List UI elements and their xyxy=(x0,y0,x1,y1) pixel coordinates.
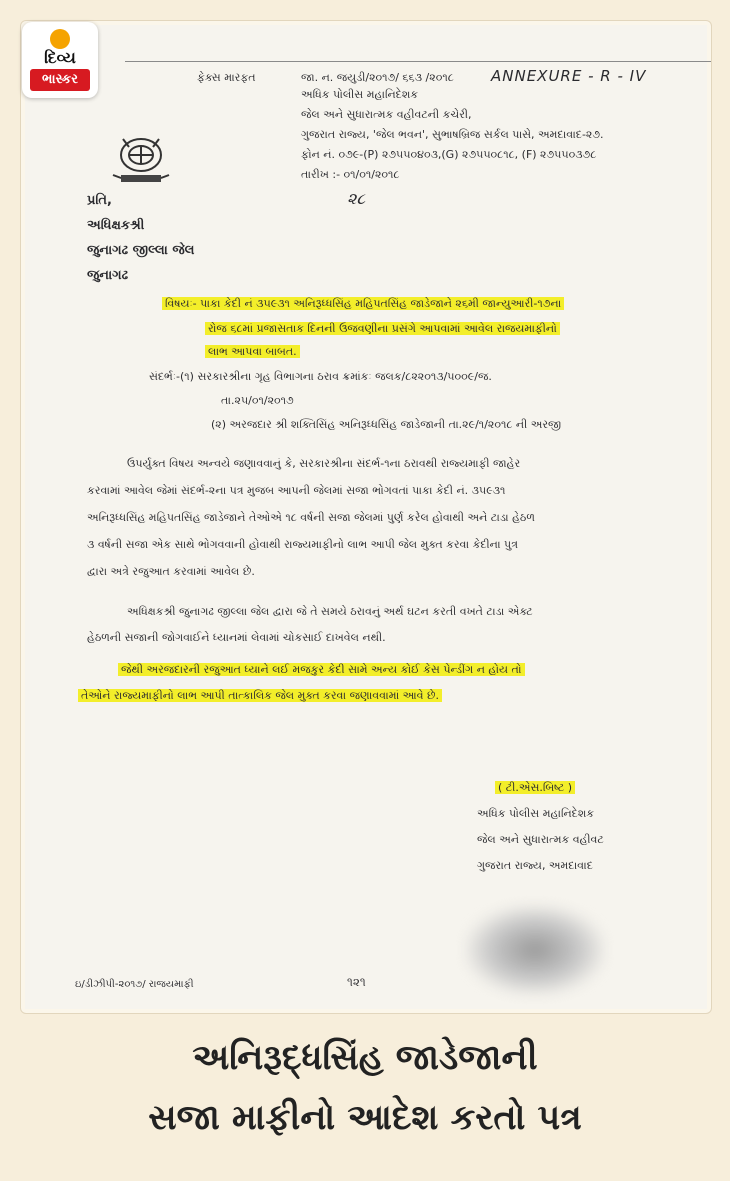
letter-date: તારીખ :- ૦૧/૦૧/૨૦૧૮ xyxy=(301,168,400,181)
body-line: અધિક્ષકશ્રી જુનાગઢ જીલ્લા જેલ દ્વારા જે તે સમયે ઠરાવનું અર્થ ઘટન કરતી વખતે ટાડા એક્ટ xyxy=(127,605,533,618)
fax-label: ફેક્સ મારફત xyxy=(197,71,256,84)
sun-icon xyxy=(50,29,70,49)
office-line: ફોન નં. ૦૭૯-(P) ૨૭૫૫૦૪૦૩,(G) ૨૭૫૫૦૮૧૮, (F) ૨૭૫૫૦૩૭૮ xyxy=(301,148,597,161)
logo-text-line1: દિવ્ય xyxy=(44,48,76,67)
signatory-title: ગુજરાત રાજ્ય, અમદાવાદ xyxy=(477,859,593,872)
page-number: ૧૨૧ xyxy=(347,975,366,989)
body-line: ૩ વર્ષની સજા એક સાથે ભોગવવાની હોવાથી રાજ્યમાફીનો લાભ આપી જેલ મુક્ત કરવા કેદીના પુત્ર xyxy=(87,538,518,551)
office-line: અધિક પોલીસ મહાનિદેશક xyxy=(301,88,419,101)
recipient-line: જુનાગઢ જીલ્લા જેલ xyxy=(87,243,195,258)
subject-text: રોજ ૬૮માં પ્રજાસતાક દિનની ઉજવણીના પ્રસંગે આપવામાં આવેલ રાજયમાફીનો xyxy=(205,322,560,335)
blurred-signature xyxy=(465,905,605,995)
emblem-icon xyxy=(93,125,189,191)
caption-line: સજા માફીનો આદેશ કરતો પત્ર xyxy=(148,1098,582,1138)
divya-bhaskar-logo xyxy=(22,22,98,98)
subject-line xyxy=(205,345,300,359)
signatory-title: અધિક પોલીસ મહાનિદેશક xyxy=(477,807,595,820)
subject-line xyxy=(205,322,560,336)
body-line: હેઠળની સજાની જોગવાઈને ધ્યાનમાં લેવામાં ચોકસાઈ દાખવેલ નથી. xyxy=(87,631,386,644)
logo-text-line2: ભાસ્કર xyxy=(30,69,90,91)
annexure-label: ANNEXURE - R - IV xyxy=(491,67,647,85)
reference-line: સંદર્ભઃ-(૧) સરકારશ્રીના ગૃહ વિભાગના ઠરાવ ક્રમાંકઃ જલક/૮૨૨૦૧૩/૫૦૦૯/જ. xyxy=(149,370,492,383)
recipient-line: અધિક્ષકશ્રી xyxy=(87,218,145,233)
body-highlight: તેઓને રાજ્યમાફીનો લાભ આપી તાત્કાલિક જેલ મુક્ત કરવા જણાવવામાં આવે છે. xyxy=(78,689,442,702)
reference-line: (૨) અરજદાર શ્રી શક્તિસિંહ અનિરૂધ્ધસિંહ જાડેજાની તા.૨૯/૧/૨૦૧૮ ની અરજી xyxy=(211,418,562,431)
stamp-number: ૨૮ xyxy=(347,189,366,208)
body-line: દ્વારા અત્રે રજુઆત કરવામાં આવેલ છે. xyxy=(87,565,255,578)
subject-line xyxy=(162,297,564,311)
recipient-line: જુનાગઢ xyxy=(87,268,129,283)
highlighted-line xyxy=(78,689,442,703)
body-line: કરવામાં આવેલ જેમાં સંદર્ભ-૨ના પત્ર મુજબ આપની જેલમાં સજા ભોગવતાં પાકા કેદી નં. ૩૫૯૩૧ xyxy=(87,484,506,497)
letter-paper xyxy=(25,25,707,1009)
subject-text: વિષયઃ- પાકા કેદી નં ૩૫૯૩૧ અનિરૂધ્ધસિંહ મહિપતસિંહ જાડેજાને ૨૬મી જાન્યુઆરી-૧૭ના xyxy=(162,297,564,310)
document-frame xyxy=(20,20,712,1014)
office-line: જેલ અને સુધારાત્મક વહીવટની કચેરી, xyxy=(301,108,472,121)
body-line: અનિરૂધ્ધસિંહ મહિપતસિંહ જાડેજાને તેઓએ ૧૮ વર્ષની સજા જેલમાં પુર્ણ કરેલ હોવાથી અને ટાડા હેઠળ xyxy=(87,511,535,524)
reference-line: તા.૨૫/૦૧/૨૦૧૭ xyxy=(221,394,294,407)
reference-number: જા. ન. જયુડી/૨૦૧૭/ ૬૬૩ /૨૦૧૮ xyxy=(301,71,454,84)
recipient-line: પ્રતિ, xyxy=(87,193,112,208)
signatory-name-text: ( ટી.એસ.બિષ્ટ ) xyxy=(495,781,575,794)
footer-file-code: ઇ/ડીઝીપી-૨૦૧૭/ રાજયમાફી xyxy=(75,979,194,990)
body-line: ઉપર્યુક્ત વિષય અન્વયે જણાવવાનું કે, સરકારશ્રીના સંદર્ભ-૧ના ઠરાવથી રાજ્યમાફી જાહેર xyxy=(127,457,521,470)
highlighted-line xyxy=(118,663,525,677)
subject-text: લાભ આપવા બાબત. xyxy=(205,345,300,358)
top-rule xyxy=(125,61,712,62)
signatory-title: જેલ અને સુધારાત્મક વહીવટ xyxy=(477,833,604,846)
signatory-name xyxy=(495,781,575,795)
caption-line: અનિરૂદ્ધસિંહ જાડેજાની xyxy=(192,1038,538,1078)
body-highlight: જેથી અરજદારની રજુઆત ધ્યાને લઈ મજકુર કેદી સામે અન્ય કોઈ કેસ પેન્ડીંગ ન હોય તો xyxy=(118,663,525,676)
office-line: ગુજરાત રાજ્ય, 'જેલ ભવન', સુભાષબ્રિજ સર્કલ પાસે, અમદાવાદ-૨૭. xyxy=(301,128,604,141)
